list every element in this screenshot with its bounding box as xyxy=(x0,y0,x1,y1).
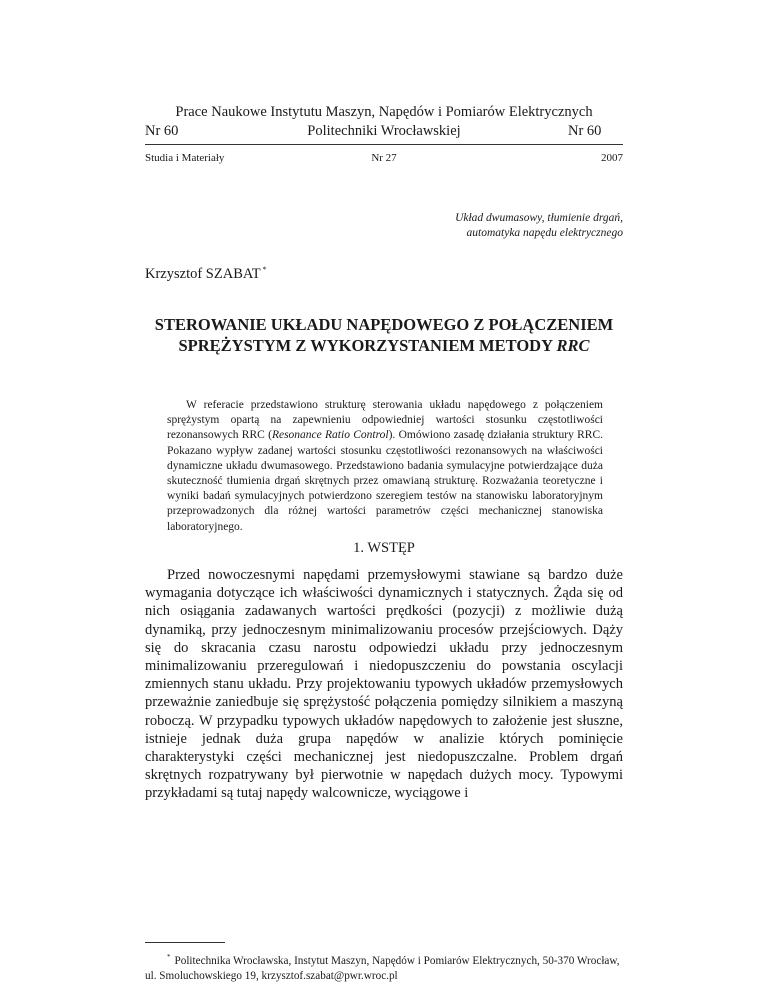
series-label: Studia i Materiały xyxy=(145,152,225,164)
author xyxy=(145,265,267,283)
footnote-rule xyxy=(145,942,225,943)
footnote xyxy=(145,950,623,984)
abstract xyxy=(167,398,603,535)
author-name: Krzysztof SZABAT xyxy=(145,266,261,282)
journal-title: Prace Naukowe Instytutu Maszyn, Napędów i Pomiarów Elektrycznych xyxy=(175,104,593,120)
paper-title xyxy=(0,314,768,356)
title-line-1: STEROWANIE UKŁADU NAPĘDOWEGO Z POŁĄCZENIEM xyxy=(154,315,614,334)
footnote-text: Politechnika Wrocławska, Instytut Maszyn, Napędów i Pomiarów Elektrycznych, 50-370 Wrocław, ul. Smoluchowskiego 19, krzysztof.szabat@pwr.wroc.pl xyxy=(145,955,620,982)
journal-institution: Politechniki Wrocławskiej xyxy=(307,123,461,139)
keywords xyxy=(455,211,623,241)
issue-number-right: Nr 60 xyxy=(568,123,602,139)
author-footnote-mark: * xyxy=(262,265,267,274)
abstract-part-2: ). Omówiono zasadę działania struktury RRC. Pokazano wypływ zadanej wartości stosunku częstotliwości rezonansowych na właściwości dynamiczne układu dwumasowego. Przedstawiono badania symulacyjne potwierdzające duża skuteczność tłumienia drgań skrętnych przez omawianą strukturę. Rozważania teoretyczne i wyniki badań symulacyjnych potwierdzono szeregiem testów na stanowisku laboratoryjnym przeprowadzonych dla różnej wartości parametrów części mechanicznej stanowiska laboratoryjnego. xyxy=(167,429,604,533)
title-line-2-italic: RRC xyxy=(556,336,590,355)
footnote-mark: * xyxy=(167,953,171,961)
section-heading: 1. WSTĘP xyxy=(353,540,415,556)
header-rule xyxy=(145,144,623,145)
abstract-italic-term: Resonance Ratio Control xyxy=(271,429,389,442)
body-paragraph: Przed nowoczesnymi napędami przemysłowymi stawiane są bardzo duże wymagania dotyczące ich właściwości dynamicznych i statycznych. Żąda się od nich osiągania zadawanych wartości prędkości (pozycji) z możliwie dużą dynamiką, przy jednoczesnym minimalizowaniu procesów przejściowych. Dąży się do skracania czasu narostu odpowiedzi układu przy jednoczesnym minimalizowaniu przeregulowań i niedopuszczeniu do powstania oscylacji zmiennych stanu układu. Przy projektowaniu typowych układów przemysłowych przeważnie zaniedbuje się sprężystość połączenia pomiędzy silnikiem a maszyną roboczą. W przypadku typowych układów napędowych to założenie jest słuszne, istnieje jednak duża grupa napędów w analizie których pominięcie charakterystyki części mechanicznej jest niedopuszczalne. Problem drgań skrętnych rozpatrywany był pierwotnie w napędach dużych mocy. Typowymi przykładami są tutaj napędy walcownicze, wyciągowe i xyxy=(145,567,623,802)
publication-year: 2007 xyxy=(601,152,623,164)
title-line-2 xyxy=(0,335,768,356)
title-line-2-main: SPRĘŻYSTYM Z WYKORZYSTANIEM METODY xyxy=(178,336,553,355)
abstract-part-1: W referacie przedstawiono strukturę sterowania układu napędowego z połączeniem sprężystym opartą na zapewnieniu odpowiedniej wartości stosunku częstotliwości rezonansowych RRC ( xyxy=(167,399,603,442)
keywords-line-1: Układ dwumasowy, tłumienie drgań, xyxy=(455,212,623,224)
series-number: Nr 27 xyxy=(371,152,397,164)
keywords-line-2: automatyka napędu elektrycznego xyxy=(466,227,623,239)
issue-number-left: Nr 60 xyxy=(145,123,179,139)
